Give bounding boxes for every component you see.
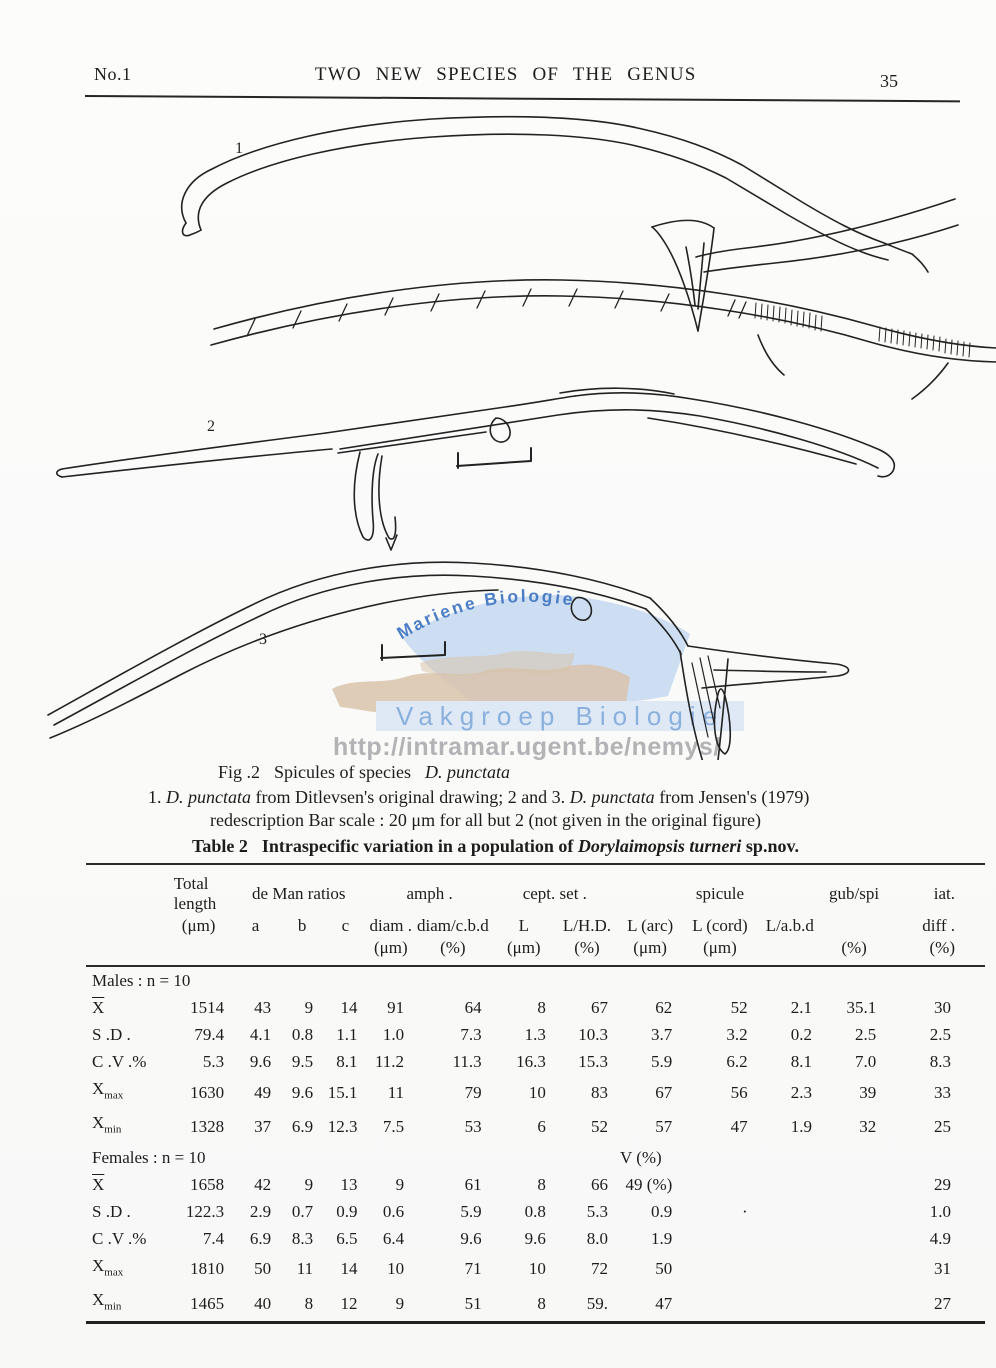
col-amph-diam: diam . xyxy=(369,916,413,935)
section-label: Females : n = 10 xyxy=(92,1147,206,1167)
species-name: Dorylaimopsis turneri xyxy=(577,836,742,856)
scale-bar-3 xyxy=(381,642,445,660)
issue-number: No.1 xyxy=(94,64,132,84)
table-cell: 1.9 xyxy=(790,1117,812,1137)
table-row xyxy=(86,1252,985,1286)
table-cell: 10.3 xyxy=(578,1025,608,1044)
table-cell: 0.8 xyxy=(524,1201,546,1221)
table-cell xyxy=(822,1198,886,1225)
running-title: TWO NEW SPECIES OF THE GENUS xyxy=(314,64,697,85)
table-cell: 8 xyxy=(537,1293,546,1313)
morphometrics-table xyxy=(86,863,985,1324)
table-cell: 2.9 xyxy=(249,1201,272,1221)
figure-captions xyxy=(0,762,996,857)
table-cell xyxy=(758,1252,822,1286)
table-cell: 29 xyxy=(934,1174,951,1194)
table-cell: 7.5 xyxy=(382,1117,405,1137)
table-cell: 0.2 xyxy=(790,1025,812,1044)
table-row xyxy=(86,994,985,1021)
table-cell: 30 xyxy=(934,998,951,1017)
table-cell: 4.9 xyxy=(929,1228,951,1248)
table-cell: 9.6 xyxy=(291,1082,314,1102)
table-cell: 8 xyxy=(537,998,546,1017)
table-cell: 1514 xyxy=(190,998,225,1017)
table-cell: 8.1 xyxy=(790,1052,812,1071)
table-cell: 9 xyxy=(304,998,314,1017)
table-cell: 64 xyxy=(464,998,482,1017)
table-cell: 9.6 xyxy=(249,1052,272,1071)
table-cell: 11.3 xyxy=(452,1052,482,1071)
drawing-2-label: 2 xyxy=(207,418,215,435)
col-group-cept: cept. set . xyxy=(522,884,587,903)
col-group-amph: amph . xyxy=(406,884,453,903)
figure-caption-line3: redescription Bar scale : 20 μm for all but 2 (not given in the original figure) xyxy=(210,810,761,830)
table-cell: 7.4 xyxy=(202,1228,225,1248)
table-cell: 1.1 xyxy=(336,1025,358,1044)
table-cell: 47 xyxy=(655,1293,673,1313)
watermark-arc-text: Mariene Biologie xyxy=(393,585,577,644)
table-section-row xyxy=(86,966,985,994)
table-cell: 2.1 xyxy=(790,998,812,1017)
spicule-drawings xyxy=(0,97,996,760)
table-cell: 11.2 xyxy=(374,1052,405,1071)
table-cell: 83 xyxy=(591,1082,608,1102)
col-group-deman: de Man ratios xyxy=(252,884,346,903)
table-cell: 9.6 xyxy=(524,1228,546,1248)
table-cell: 50 xyxy=(655,1259,673,1279)
species-name: D. punctata xyxy=(166,787,251,807)
table-cell: 50 xyxy=(254,1259,272,1279)
table-cell: 9 xyxy=(395,1174,405,1194)
table-cell: 39 xyxy=(859,1082,877,1102)
table-cell: 0.6 xyxy=(382,1201,405,1221)
watermark-band-text: Vakgroep Biologie xyxy=(395,700,725,731)
col-abd: L/a.b.d xyxy=(765,916,814,935)
table-cell: 47 xyxy=(730,1117,748,1137)
table-cell: 1810 xyxy=(190,1259,225,1279)
table-cell: 13 xyxy=(340,1174,358,1194)
table-row xyxy=(86,1286,985,1322)
table-cell: 8.1 xyxy=(336,1052,358,1071)
table-cell: 6.2 xyxy=(726,1052,748,1071)
col-group-spicule: spicule xyxy=(695,884,745,903)
row-label: $X_{max}$ xyxy=(92,1255,124,1279)
table-cell: 1465 xyxy=(190,1293,225,1313)
col-cord: L (cord) xyxy=(692,916,748,935)
col-c: c xyxy=(341,916,350,935)
section-extra xyxy=(618,966,682,994)
table-cell: 10 xyxy=(528,1082,546,1102)
section-filler xyxy=(682,966,985,994)
table-cell: 52 xyxy=(591,1117,608,1137)
spicule-drawing-1 xyxy=(182,117,996,399)
drawing-3-label: 3 xyxy=(259,631,267,648)
row-label: S .D . xyxy=(92,1201,131,1221)
table-cell xyxy=(682,1252,757,1286)
col-arc: L (arc) xyxy=(627,916,674,935)
table-cell: 14 xyxy=(340,1259,358,1279)
table-cell xyxy=(822,1225,886,1252)
table-cell: 4.1 xyxy=(249,1025,272,1044)
table-row xyxy=(86,1075,985,1109)
section-label: Males : n = 10 xyxy=(92,971,191,990)
page-number: 35 xyxy=(880,71,898,91)
table-cell: 5.3 xyxy=(202,1052,225,1071)
row-label: S .D . xyxy=(92,1025,131,1044)
table-cell: 3.7 xyxy=(651,1025,673,1044)
table-cell: 1.0 xyxy=(929,1201,951,1221)
table-cell: 12 xyxy=(340,1293,358,1313)
table-cell: 1630 xyxy=(190,1082,225,1102)
table-cell: 5.9 xyxy=(460,1201,482,1221)
table-cell: 1.9 xyxy=(651,1228,673,1248)
figure-caption-line1: Fig .2 Spicules of species D. punctata xyxy=(218,762,510,782)
table-cell: 72 xyxy=(591,1259,608,1279)
table-cell xyxy=(758,1171,822,1198)
table-cell: 5.9 xyxy=(651,1052,673,1071)
table-cell: 51 xyxy=(464,1293,482,1313)
table-cell: 1328 xyxy=(190,1117,225,1137)
row-label: $\overline{X}$ xyxy=(92,998,105,1017)
table-cell: 61 xyxy=(464,1174,482,1194)
col-lat: iat. xyxy=(933,884,955,903)
row-label: $\overline{X}$ xyxy=(92,1174,105,1194)
species-name: D. punctata xyxy=(424,762,510,782)
table-cell: · xyxy=(741,1201,748,1221)
table-cell: 52 xyxy=(730,998,748,1017)
table-cell: 5.3 xyxy=(586,1201,608,1221)
table-cell: 1658 xyxy=(190,1174,225,1194)
table-cell: 49 xyxy=(254,1082,272,1102)
table-cell: 8.0 xyxy=(586,1228,608,1248)
row-label: C .V .% xyxy=(92,1052,147,1071)
figure-area xyxy=(0,97,996,760)
table-cell: 6.9 xyxy=(249,1228,272,1248)
table-cell: 79.4 xyxy=(194,1025,225,1044)
table-cell: 14 xyxy=(340,998,358,1017)
table-cell xyxy=(822,1171,886,1198)
table-cell: 3.2 xyxy=(726,1025,748,1044)
table-cell: 37 xyxy=(254,1117,272,1137)
table-header: Total length de Man ratios amph . cept. set . spicule gub/spi iat. (μm) a b c diam . diam/c.b.d L L/H.D. L (arc) L (cord) L/a.b.d diff . (μm) (%) (μm) (%) (μm) (μm) (%) (%) xyxy=(86,864,985,966)
table-cell: 35.1 xyxy=(846,998,877,1017)
table-cell: 25 xyxy=(934,1117,951,1137)
table-cell: 27 xyxy=(934,1293,951,1313)
scale-bar-2 xyxy=(457,448,531,468)
section-filler xyxy=(682,1144,985,1171)
table-cell: 15.3 xyxy=(578,1052,608,1071)
col-amph-ratio: diam/c.b.d xyxy=(416,916,489,935)
table-cell xyxy=(822,1286,886,1322)
col-b: b xyxy=(297,916,307,935)
spicule-drawing-3 xyxy=(48,562,849,760)
table-cell: 6.9 xyxy=(291,1117,314,1137)
table-cell: 15.1 xyxy=(327,1082,358,1102)
table-cell xyxy=(682,1171,757,1198)
table-cell: 33 xyxy=(934,1082,951,1102)
table-cell: 9 xyxy=(395,1293,405,1313)
table-cell: 56 xyxy=(730,1082,748,1102)
table-body xyxy=(86,966,985,1322)
table-cell: 2.5 xyxy=(929,1025,951,1044)
table-cell: 7.3 xyxy=(460,1025,482,1044)
table-row xyxy=(86,1171,985,1198)
table-cell: 71 xyxy=(464,1259,482,1279)
table-cell: 66 xyxy=(591,1174,608,1194)
row-label: $X_{min}$ xyxy=(92,1290,122,1313)
table-number: Table 2 xyxy=(192,836,248,856)
drawing-1-label: 1 xyxy=(235,140,243,157)
col-gub-spi: gub/spi xyxy=(829,884,880,903)
table-row xyxy=(86,1109,985,1143)
table-row xyxy=(86,1198,985,1225)
table-cell: 8.3 xyxy=(929,1052,951,1071)
table-cell: 8 xyxy=(304,1293,314,1313)
table-cell: 8.3 xyxy=(291,1228,314,1248)
table-cell xyxy=(758,1225,822,1252)
table-cell: 7.0 xyxy=(854,1052,877,1071)
table-cell: 1.3 xyxy=(524,1025,546,1044)
col-total-length: Total length xyxy=(173,874,217,913)
species-name: D. punctata xyxy=(569,787,655,807)
table-cell: 2.3 xyxy=(790,1082,812,1102)
table-cell: 0.7 xyxy=(291,1201,314,1221)
table-cell: 9 xyxy=(304,1174,314,1194)
table-cell xyxy=(758,1286,822,1322)
table-cell: 43 xyxy=(254,998,272,1017)
col-cept-l: L xyxy=(518,916,529,935)
col-a: a xyxy=(251,916,260,935)
table-cell xyxy=(682,1286,757,1322)
watermark-url: http://intramar.ugent.be/nemys/ xyxy=(333,733,721,761)
table-caption: Table 2 Intraspecific variation in a population of Dorylaimopsis turneri sp.nov. xyxy=(192,836,799,856)
spicule-drawing-2 xyxy=(57,388,895,550)
table-cell: 16.3 xyxy=(516,1052,546,1071)
table-cell: 2.5 xyxy=(854,1025,877,1044)
table-cell: 0.8 xyxy=(291,1025,314,1044)
table-cell: 32 xyxy=(859,1117,877,1137)
table-cell: 57 xyxy=(655,1117,673,1137)
table-cell: 62 xyxy=(655,998,673,1017)
table-cell: 9.5 xyxy=(291,1052,314,1071)
table-cell: 0.9 xyxy=(336,1201,358,1221)
table-cell: 0.9 xyxy=(651,1201,673,1221)
table-cell: 49 (%) xyxy=(625,1174,673,1194)
table-cell: 67 xyxy=(591,998,608,1017)
table-cell: 59. xyxy=(586,1293,608,1313)
table-row xyxy=(86,1021,985,1048)
running-head xyxy=(0,0,996,91)
row-label: $X_{min}$ xyxy=(92,1113,122,1136)
table-cell: 6.5 xyxy=(336,1228,358,1248)
table-cell: 12.3 xyxy=(327,1117,358,1137)
table-cell: 11 xyxy=(387,1082,405,1102)
table-cell xyxy=(822,1252,886,1286)
table-cell: 8 xyxy=(537,1174,546,1194)
figure-caption-line2: 1. D. punctata from Ditlevsen's original drawing; 2 and 3. D. punctata from Jensen's (1979) xyxy=(148,787,810,807)
table-cell: 53 xyxy=(464,1117,482,1137)
table-cell: 10 xyxy=(528,1259,546,1279)
table-cell: 31 xyxy=(934,1259,951,1279)
table-row xyxy=(86,1048,985,1075)
table-cell: 11 xyxy=(296,1259,314,1279)
row-label: C .V .% xyxy=(92,1228,147,1248)
table-cell: 1.0 xyxy=(382,1025,405,1044)
table-cell: 40 xyxy=(254,1293,272,1313)
section-extra: V (%) xyxy=(620,1147,662,1167)
table-cell: 122.3 xyxy=(185,1201,225,1221)
table-cell: 9.6 xyxy=(460,1228,482,1248)
table-cell: 67 xyxy=(655,1082,673,1102)
table-cell: 10 xyxy=(387,1259,405,1279)
table-cell xyxy=(758,1198,822,1225)
row-label: $X_{max}$ xyxy=(92,1079,124,1102)
figure-number: Fig .2 xyxy=(218,762,261,782)
table-cell: 79 xyxy=(464,1082,482,1102)
table-cell: 6.4 xyxy=(382,1228,405,1248)
table-cell: 42 xyxy=(254,1174,272,1194)
table-cell: 91 xyxy=(387,998,405,1017)
table-cell: 6 xyxy=(537,1117,546,1137)
table-cell xyxy=(682,1225,757,1252)
table-row xyxy=(86,1225,985,1252)
table-section-row xyxy=(86,1144,985,1171)
col-cept-ratio: L/H.D. xyxy=(562,916,612,935)
